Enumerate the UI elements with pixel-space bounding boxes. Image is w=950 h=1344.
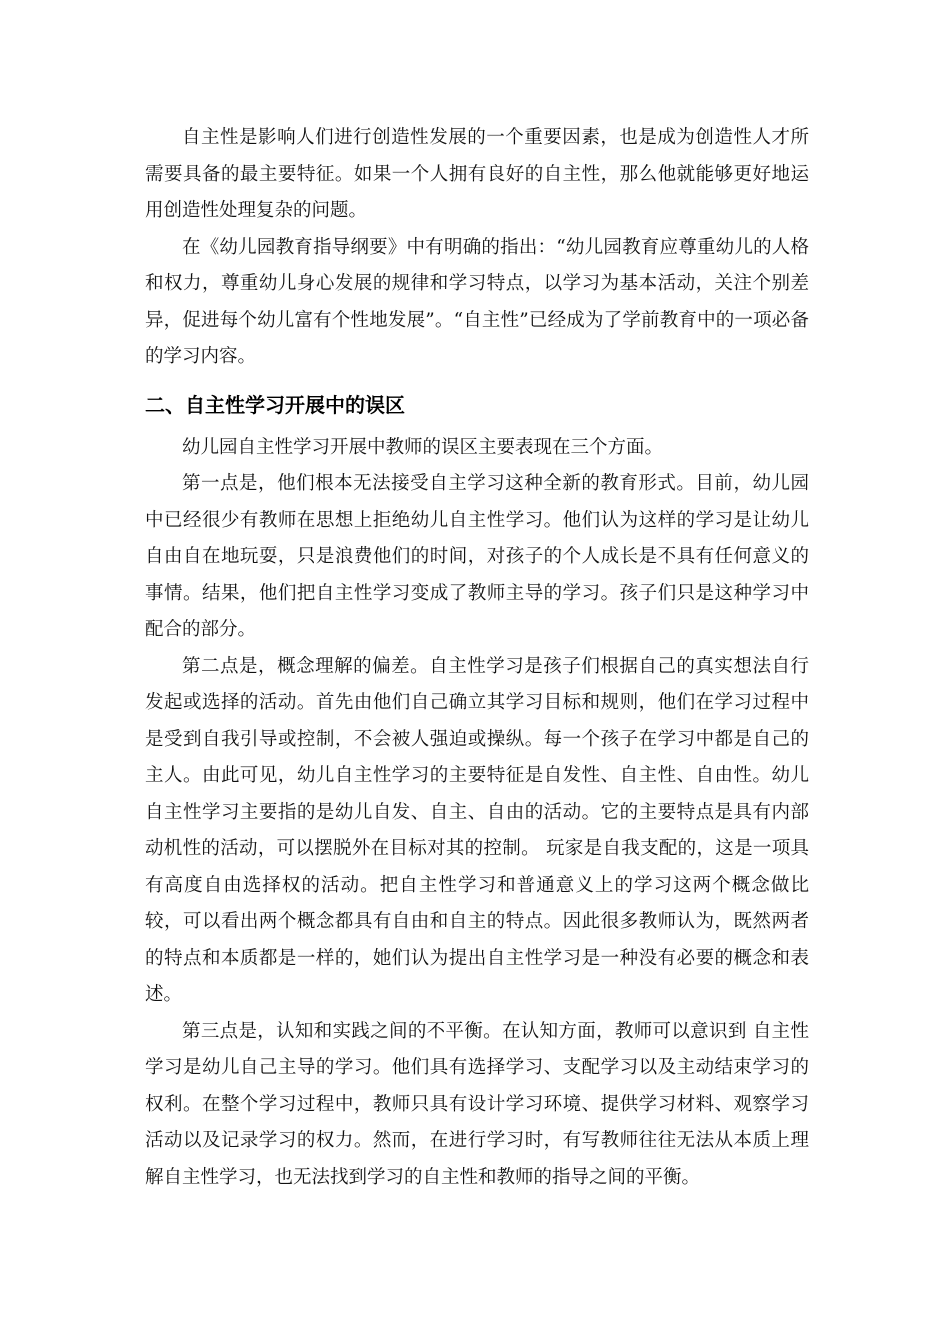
- paragraph: 自主性是影响人们进行创造性发展的一个重要因素，也是成为创造性人才所需要具备的最主要特征。如果一个人拥有良好的自主性，那么他就能够更好地运用创造性处理复杂的问题。: [145, 127, 809, 221]
- section-heading: 二、自主性学习开展中的误区: [145, 392, 405, 417]
- paragraph: 第一点是，他们根本无法接受自主学习这种全新的教育形式。目前，幼儿园中已经很少有教师在思想上拒绝幼儿自主性学习。他们认为这样的学习是让幼儿自由自在地玩耍，只是浪费他们的时间，对孩子的个人成长是不具有任何意义的事情。结果，他们把自主性学习变成了教师主导的学习。孩子们只是这种学习中配合的部分。: [145, 473, 809, 640]
- paragraph: 第三点是，认知和实践之间的不平衡。在认知方面，教师可以意识到 自主性学习是幼儿自己主导的学习。他们具有选择学习、支配学习以及主动结束学习的权利。在整个学习过程中，教师只具有设计学习环境、提供学习材料、观察学习活动以及记录学习的权力。然而，在进行学习时，有写教师往往无法从本质上理解自主性学习，也无法找到学习的自主性和教师的指导之间的平衡。: [145, 1020, 809, 1188]
- paragraph: 在《幼儿园教育指导纲要》中有明确的指出：“幼儿园教育应尊重幼儿的人格和权力，尊重幼儿身心发展的规律和学习特点，以学习为基本活动，关注个别差异，促进每个幼儿富有个性地发展”。“自主性”已经成为了学前教育中的一项必备的学习内容。: [145, 236, 809, 367]
- paragraph: 幼儿园自主性学习开展中教师的误区主要表现在三个方面。: [182, 436, 664, 458]
- paragraph: 第二点是，概念理解的偏差。自主性学习是孩子们根据自己的真实想法自行发起或选择的活动。首先由他们自己确立其学习目标和规则，他们在学习过程中是受到自我引导或控制，不会被人强迫或操纵。每一个孩子在学习中都是自己的主人。由此可见，幼儿自主性学习的主要特征是自发性、自主性、自由性。幼儿自主性学习主要指的是幼儿自发、自主、自由的活动。它的主要特点是具有内部动机性的活动，可以摆脱外在目标对其的控制。 玩家是自我支配的，这是一项具有高度自由选择权的活动。把自主性学习和普通意义上的学习这两个概念做比较，可以看出两个概念都具有自由和自主的特点。因此很多教师认为，既然两者的特点和本质都是一样的，她们认为提出自主性学习是一种没有必要的概念和表述。: [145, 655, 809, 1005]
- document-body: [145, 120, 809, 1196]
